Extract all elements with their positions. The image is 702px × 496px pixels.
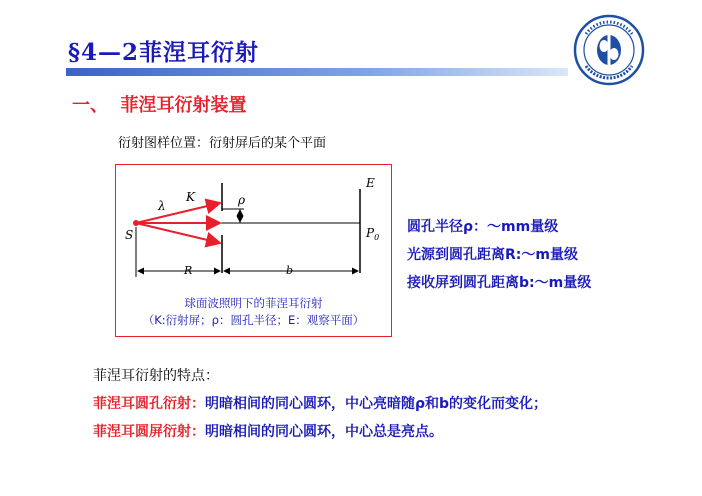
label-rho: ρ [238,193,246,207]
distance-dimensions [136,227,358,277]
feature-lead: 菲涅耳圆孔衍射： [93,396,205,412]
university-seal-icon [572,8,646,92]
label-r: R [184,264,193,277]
feature-lead: 菲涅耳圆屏衍射： [93,424,205,440]
feature-description: 明暗相间的同心圆环，中心总是亮点。 [205,424,443,440]
diagram-caption-legend: （K:衍射屏；ρ：圆孔半径；E：观察平面） [142,313,365,327]
section-heading: 一、 菲涅耳衍射装置 [72,95,247,116]
feature-circular-obstacle [93,421,443,441]
magnitude-list [407,216,591,300]
feature-description: 明暗相间的同心圆环，中心亮暗随ρ和b的变化而变化； [205,396,548,412]
list-item: 圆孔半径ρ：～mm量级 [407,219,559,235]
feature-circular-aperture [93,393,547,413]
list-item: 接收屏到圆孔距离b:～m量级 [407,275,592,291]
label-lambda: λ [158,199,166,213]
label-s: S [125,228,134,242]
point-source-s [133,220,139,226]
label-k: K [186,190,195,204]
title-underline-bar [66,68,568,76]
ray-lower [136,223,220,243]
list-item: 光源到圆孔距离R:～m量级 [407,247,578,263]
diffraction-pattern-position-text: 衍射图样位置：衍射屏后的某个平面 [118,136,327,151]
label-b: b [286,264,294,277]
page-title: §4—2菲涅耳衍射 [68,39,260,66]
label-e: E [366,176,375,190]
fresnel-setup-diagram [115,164,392,337]
label-p0: $P_0$ [366,226,380,242]
ray-upper [136,203,220,223]
rho-dimension [222,209,244,222]
features-title: 菲涅耳衍射的特点： [93,368,219,384]
diagram-caption: 球面波照明下的菲涅耳衍射 [184,296,323,310]
